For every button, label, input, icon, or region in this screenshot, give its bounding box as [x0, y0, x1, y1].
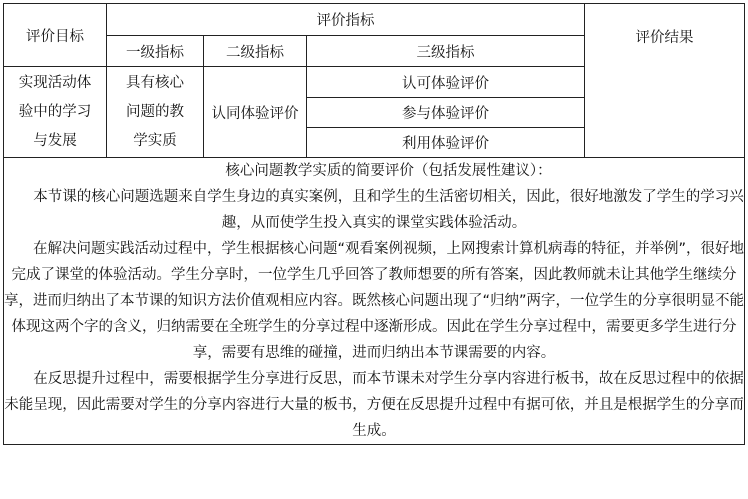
level1-line: 问题的教 [126, 103, 184, 120]
summary-cell [4, 158, 745, 445]
header-level1: 一级指标 [107, 36, 204, 67]
level1-line: 学实质 [133, 132, 177, 149]
evaluation-form [3, 3, 744, 494]
header-level2: 二级指标 [204, 36, 307, 67]
header-eval-result-label: 评价结果 [635, 30, 694, 46]
level1-line: 具有核心 [126, 74, 184, 91]
target-line: 实现活动体 [18, 74, 92, 91]
evaluation-table [3, 3, 745, 445]
target-cell [4, 67, 107, 158]
header-eval-indicator: 评价指标 [107, 4, 585, 36]
summary-heading: 核心问题教学实质的简要评价（包括发展性建议）： [225, 163, 552, 179]
summary-paragraph: 在解决问题实践活动过程中，学生根据核心问题“观看案例视频，上网搜索计算机病毒的特征，并举例”，很好地完成了课堂的体验活动。学生分享时，一位学生几乎回答了教师想要的所有答案，因此教师就未让其他学生继续分享，进而归纳出了本节课的知识方法价值观相应内容。既然核心问题出现了“归纳”两字，一位学生的分享很明显不能体现这两个字的含义，归纳需要在全班学生的分享过程中逐渐形成。因此在学生分享过程中，需要更多学生进行分享，需要有思维的碰撞，进而归纳出本节课需要的内容。 [4, 241, 745, 361]
target-line: 与发展 [33, 132, 77, 149]
header-eval-result [585, 4, 745, 158]
level3-item: 参与体验评价 [307, 98, 585, 128]
level3-item: 认可体验评价 [307, 67, 585, 98]
summary-paragraph: 本节课的核心问题选题来自学生身边的真实案例，且和学生的生活密切相关，因此，很好地激发了学生的学习兴趣，从而使学生投入真实的课堂实践体验活动。 [33, 189, 744, 231]
header-level3: 三级指标 [307, 36, 585, 67]
level3-item: 利用体验评价 [307, 128, 585, 158]
level2-cell: 认同体验评价 [204, 67, 307, 158]
level1-cell [107, 67, 204, 158]
target-line: 验中的学习 [18, 103, 92, 120]
summary-paragraph: 在反思提升过程中，需要根据学生分享进行反思，而本节课未对学生分享内容进行板书，故在反思过程中的依据未能呈现，因此需要对学生的分享内容进行大量的板书，方便在反思提升过程中有据可依，并且是根据学生的分享而生成。 [4, 371, 744, 439]
header-eval-target: 评价目标 [4, 4, 107, 67]
